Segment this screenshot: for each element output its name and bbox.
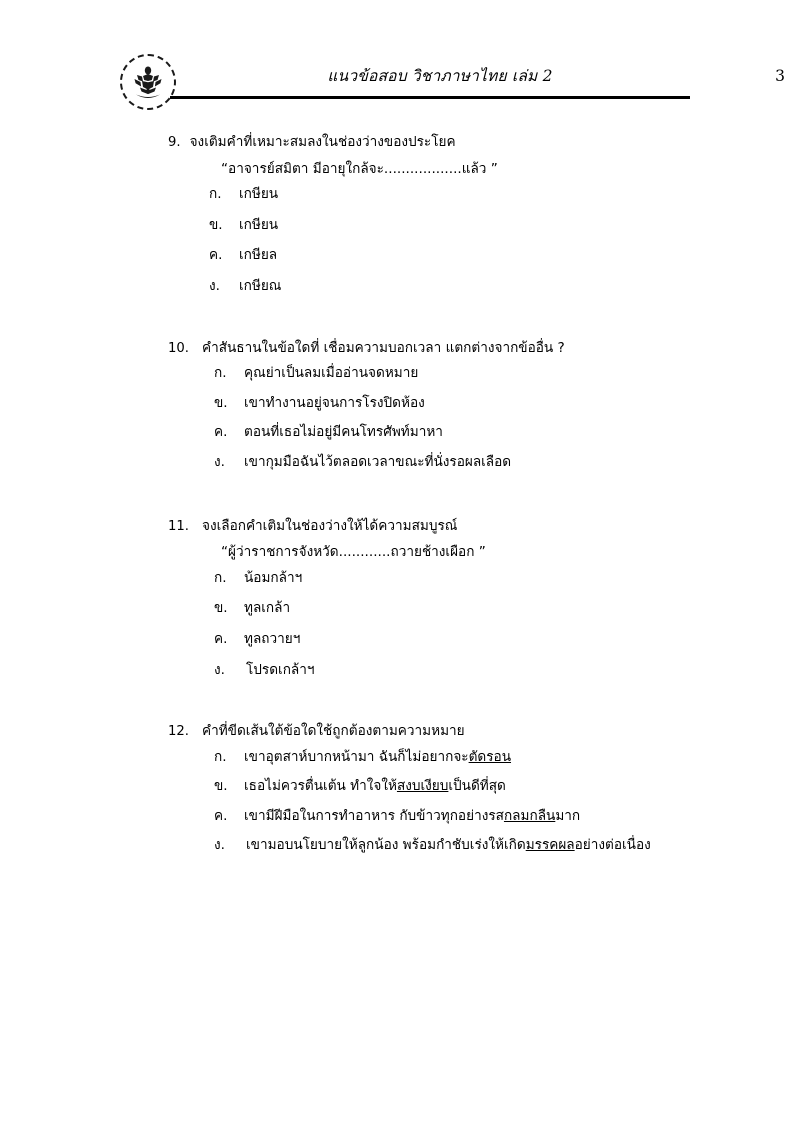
- question-heading: [168, 339, 728, 356]
- choice-label: ก.: [209, 186, 222, 203]
- choice-option[interactable]: [209, 249, 728, 263]
- choice-label: ก.: [214, 569, 227, 586]
- choice-text: เขาทำงานอยู่จนการโรงปิดห้อง: [244, 394, 425, 411]
- choice-text: ทูลถวายฯ: [244, 630, 301, 647]
- choice-option[interactable]: [209, 188, 728, 202]
- choice-label: ค.: [214, 630, 228, 647]
- question-text: คำที่ขีดเส้นใต้ข้อใดใช้ถูกต้องตามความหมาย: [201, 723, 465, 740]
- choice-label: ค.: [214, 807, 228, 824]
- choice-option[interactable]: [214, 426, 728, 440]
- underlined-term: มรรคผล: [525, 837, 575, 854]
- choice-option[interactable]: [209, 216, 728, 233]
- choice-label: ข.: [214, 778, 228, 795]
- choice-text-before: เขามีฝีมือในการทำอาหาร กับข้าวทุกอย่างรส: [244, 807, 504, 824]
- choice-text: เกษียน: [239, 216, 279, 233]
- choice-text-before: เขามอบนโยบายให้ลูกน้อง พร้อมกำชับเร่งให้เกิด: [246, 837, 526, 854]
- choice-option[interactable]: [214, 394, 728, 411]
- question-block: [168, 725, 728, 853]
- question-number: 11.: [168, 518, 189, 534]
- choice-text: [244, 748, 512, 765]
- choice-label: ค.: [214, 424, 228, 441]
- choice-text: โปรดเกล้าฯ: [246, 661, 315, 678]
- choice-option[interactable]: [214, 807, 728, 824]
- question-number: 9.: [168, 135, 181, 150]
- choice-option[interactable]: [209, 277, 728, 294]
- page-title: แนวข้อสอบ วิชาภาษาไทย เล่ม 2: [327, 67, 553, 85]
- choice-text-after: มาก: [555, 807, 581, 824]
- choice-option[interactable]: [214, 630, 728, 647]
- emblem-artwork: [131, 63, 165, 101]
- choice-label: ค.: [209, 247, 223, 264]
- choice-text: น้อมกล้าฯ: [244, 569, 303, 586]
- choice-option[interactable]: [214, 661, 728, 678]
- choice-text: [244, 780, 506, 794]
- header-divider: [170, 96, 690, 99]
- choice-text: ทูลเกล้า: [244, 600, 291, 617]
- choice-option[interactable]: [214, 602, 728, 616]
- choice-option[interactable]: [214, 748, 728, 765]
- choice-text-before: เขาอุตสาห์บากหน้ามา ฉันก็ไม่อยากจะ: [244, 748, 469, 765]
- choice-text-after: เป็นดีที่สุด: [448, 778, 506, 795]
- underlined-term: ตัดรอน: [468, 748, 512, 765]
- choice-label: ข.: [214, 600, 228, 617]
- choice-text: เขากุมมือฉันไว้ตลอดเวลาขณะที่นั่งรอผลเลือด: [244, 453, 512, 470]
- choice-label: ง.: [214, 661, 225, 678]
- choice-text-before: เธอไม่ควรตื่นเต้น ทำใจให้: [244, 778, 397, 795]
- choice-text: ตอนที่เธอไม่อยู่มีคนโทรศัพท์มาหา: [244, 424, 443, 441]
- question-block: [168, 339, 728, 470]
- question-heading: [168, 725, 728, 739]
- choice-list: [168, 748, 728, 854]
- choice-label: ก.: [214, 365, 227, 382]
- question-text: จงเลือกคำเติมในช่องว่างให้ได้ความสมบูรณ์: [201, 517, 458, 534]
- question-quote: “อาจารย์สมิตา มีอายุใกล้จะ..................แล้ว ”: [221, 160, 498, 177]
- choice-text: เกษียน: [239, 186, 279, 203]
- questions-container: [168, 136, 728, 869]
- underlined-term: สงบเงียบ: [396, 778, 449, 795]
- question-number: 12.: [168, 724, 189, 740]
- choice-label: ง.: [214, 453, 225, 470]
- choice-list: [168, 188, 728, 293]
- page-number: 3: [775, 67, 785, 85]
- choice-option[interactable]: [214, 453, 728, 470]
- choice-text: [246, 839, 651, 853]
- page-header: [120, 52, 785, 112]
- choice-label: ข.: [214, 394, 228, 411]
- choice-option[interactable]: [214, 367, 728, 381]
- question-quote: “ผู้ว่าราชการจังหวัด............ถวายช้างเผือก ”: [221, 544, 486, 561]
- thai-garuda-emblem-icon: [120, 54, 176, 110]
- choice-label: ก.: [214, 748, 227, 765]
- choice-list: [168, 367, 728, 469]
- choice-text: คุณย่าเป็นลมเมื่ออ่านจดหมาย: [244, 365, 419, 382]
- question-number: 10.: [168, 340, 189, 356]
- choice-list: [168, 569, 728, 678]
- underlined-term: กลมกลืน: [503, 807, 556, 824]
- choice-text-after: อย่างต่อเนื่อง: [574, 837, 651, 854]
- choice-option[interactable]: [214, 839, 728, 853]
- question-heading: [168, 136, 728, 150]
- question-block: [168, 136, 728, 294]
- question-heading: [168, 517, 728, 534]
- question-block: [168, 517, 728, 678]
- choice-text: เกษียล: [239, 247, 278, 264]
- question-text: จงเติมคำที่เหมาะสมลงในช่องว่างของประโยค: [189, 134, 456, 150]
- choice-text: เกษียณ: [239, 277, 282, 294]
- choice-label: ข.: [209, 216, 223, 233]
- choice-option[interactable]: [214, 569, 728, 586]
- choice-text: [244, 807, 581, 824]
- choice-label: ง.: [214, 837, 225, 854]
- choice-label: ง.: [209, 277, 220, 294]
- question-text: คำสันธานในข้อใดที่ เชื่อมความบอกเวลา แตกต่างจากข้ออื่น ?: [201, 339, 565, 356]
- choice-option[interactable]: [214, 780, 728, 794]
